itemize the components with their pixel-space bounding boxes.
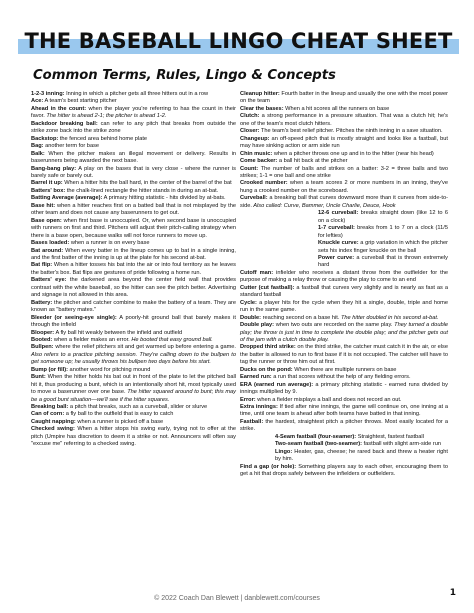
- glossary-term: Bat around:: [31, 247, 64, 254]
- glossary-entry: [240, 151, 448, 158]
- glossary-term: Double play:: [240, 322, 275, 329]
- glossary-term: Bullpen:: [31, 344, 54, 351]
- right-column: [240, 91, 448, 479]
- glossary-definition: reaching second on a base hit.: [261, 314, 340, 321]
- glossary-entry: [240, 136, 448, 151]
- glossary-term: Closer:: [240, 128, 260, 135]
- glossary-definition: the pitcher and catcher combine to make the battery of a team. They are known as "battery mates.": [31, 299, 236, 314]
- glossary-entry: [31, 151, 236, 166]
- glossary-term: Balk:: [31, 150, 45, 157]
- glossary-example: The hitter doubled in his second at-bat.: [339, 314, 439, 321]
- glossary-definition: When every batter in the lineup comes up to bat in a single inning, and the first batter of the inning is up at the plate for his second at-bat.: [31, 247, 236, 261]
- glossary-example: He booted that easy ground ball.: [129, 336, 213, 343]
- glossary-definition: can refer to any pitch that breaks from outside the strike zone back into the strike zone: [31, 120, 236, 135]
- glossary-entry: [240, 240, 448, 255]
- glossary-entry: [240, 255, 448, 270]
- glossary-term: Ahead in the count:: [31, 105, 87, 112]
- glossary-definition: a player hits for the cycle when they hit a single, double, triple and home run in the same game.: [240, 299, 448, 314]
- glossary-entry: [240, 195, 448, 210]
- glossary-term: Crooked number:: [240, 180, 288, 187]
- glossary-term: Knuckle curve:: [318, 240, 359, 247]
- glossary-entry: [31, 277, 236, 299]
- glossary-entry: [31, 337, 236, 344]
- glossary-term: Blooper:: [31, 329, 55, 336]
- glossary-term: Dropped third strike:: [240, 344, 296, 351]
- glossary-term: Booted:: [31, 336, 53, 343]
- glossary-entry: [240, 441, 448, 448]
- glossary-definition: A play on the bases that is very close - where the runner is barely safe or barely out.: [31, 165, 236, 179]
- section-subtitle: Common Terms, Rules, Lingo & Concepts: [33, 68, 336, 83]
- glossary-entry: [240, 419, 448, 434]
- glossary-term: Cleanup hitter:: [240, 91, 280, 97]
- glossary-definition: a grip variation in which the pitcher sets his index finger knuckle on the ball: [318, 240, 448, 254]
- glossary-term: Clear the bases:: [240, 105, 284, 112]
- glossary-term: Earned run:: [240, 374, 272, 381]
- glossary-definition: When the pitcher makes an illegal movement or delivery. Results in baserunners being awarded the next base.: [31, 150, 236, 165]
- glossary-definition: a breaking ball that curves downward more than it curves from side-to-side.: [240, 195, 448, 209]
- glossary-definition: Straightest, fastest fastball: [356, 433, 424, 440]
- glossary-entry: [240, 382, 448, 397]
- glossary-term: Bunt:: [31, 374, 46, 381]
- glossary-term: ERA (earned run average):: [240, 381, 314, 388]
- glossary-term: 1-2-3 inning:: [31, 91, 65, 97]
- glossary-definition: Something players say to each other, encouraging them to get a hit that drops safely between the infielders or outfielders.: [240, 463, 448, 478]
- glossary-term: 12-6 curveball:: [318, 210, 359, 217]
- glossary-term: Backstop:: [31, 135, 59, 142]
- glossary-term: 4-Seam fastball (four-seamer):: [275, 433, 357, 440]
- glossary-entry: [240, 315, 448, 322]
- glossary-entry: [31, 344, 236, 366]
- glossary-definition: when a hitter reaches first on a batted ball that is not misplayed by the other team and does not cause any baserunners to get out.: [31, 202, 236, 217]
- glossary-entry: [31, 106, 236, 121]
- glossary-term: Batters' box:: [31, 187, 66, 194]
- glossary-term: Base hit:: [31, 202, 56, 209]
- glossary-definition: When a hitter tosses his bat into the air or into foul territory as he leaves the batter's box. Bat flips are gestures of pride following a home run.: [31, 262, 237, 276]
- glossary-definition: breaks from 1 to 7 on a clock (11/5 for lefties): [318, 225, 448, 239]
- glossary-definition: If tied after nine innings, the game will continue on, one inning at a time, until one team is ahead after both teams have batted in that inning.: [240, 404, 449, 418]
- glossary-term: Ace:: [31, 98, 44, 105]
- glossary-term: Cutoff man:: [240, 269, 274, 276]
- glossary-entry: [240, 270, 448, 285]
- glossary-term: Bat flip:: [31, 262, 53, 269]
- glossary-definition: When there are multiple runners on base: [292, 366, 397, 373]
- glossary-entry: [31, 367, 236, 374]
- glossary-example: The hitter squared around to bunt; this may be a good bunt situation—we'll see if the hitter squares.: [31, 389, 236, 403]
- glossary-definition: Heater, gas, cheese; he rared back and threw a heater right by him.: [275, 448, 448, 463]
- glossary-term: Barrel it up:: [31, 180, 63, 187]
- glossary-definition: A poorly-hit ground ball that barely makes it through the infield: [31, 314, 236, 329]
- glossary-definition: the darkened area beyond the center field wall that provides contrast with the white baseball, so the hitter can see the pitch better. Advertising and signage is not allowed in this area.: [31, 277, 237, 299]
- glossary-entry: [31, 188, 236, 195]
- glossary-term: Base open:: [31, 217, 62, 224]
- glossary-definition: another term for base: [43, 143, 100, 150]
- glossary-term: Cycle:: [240, 299, 257, 306]
- glossary-entry: [240, 434, 448, 441]
- glossary-definition: breaks straight down (like 12 to 6 on a clock): [318, 210, 448, 224]
- glossary-term: Chin music:: [240, 150, 273, 157]
- glossary-term: Bag:: [31, 143, 44, 150]
- glossary-definition: When a hit scores all the runners on base: [283, 105, 390, 112]
- glossary-definition: the chalk-lined rectangle the hitter stands in during an at-bat.: [65, 187, 219, 194]
- glossary-entry: [31, 91, 236, 98]
- glossary-entry: [31, 136, 236, 143]
- glossary-term: Ducks on the pond:: [240, 366, 293, 373]
- glossary-definition: when a team scores 2 or more numbers in an inning, they've hung a crooked number on the scoreboard.: [240, 180, 449, 194]
- glossary-definition: the fenced area behind home plate: [58, 135, 148, 142]
- glossary-entry: [31, 419, 236, 426]
- glossary-entry: [240, 449, 448, 464]
- glossary-term: Bases loaded:: [31, 240, 70, 247]
- glossary-example: Also called: Curve, Bammer, Uncle Charlie, Deuce, Hook: [251, 202, 396, 209]
- glossary-entry: [31, 218, 236, 240]
- glossary-definition: a run that scores without the help of any fielding errors.: [271, 374, 411, 381]
- glossary-term: Two-seam fastball (two-seamer):: [275, 441, 363, 448]
- glossary-definition: infielder who receives a distant throw from the outfielder for the purpose of making a relay throw or causing the play to come to an end: [240, 269, 448, 284]
- glossary-entry: [31, 404, 236, 411]
- glossary-term: 1-7 curveball:: [318, 225, 355, 232]
- glossary-entry: [240, 166, 448, 181]
- glossary-entry: [240, 180, 448, 195]
- left-column: [31, 91, 236, 449]
- glossary-definition: where the relief pitchers sit and get warmed up before entering a game.: [53, 344, 236, 351]
- glossary-entry: [240, 158, 448, 165]
- glossary-entry: [31, 143, 236, 150]
- glossary-definition: when a fielder misplays a ball and does not record an out.: [255, 396, 402, 403]
- title-banner: [18, 27, 459, 56]
- glossary-definition: when a fielder makes an error.: [52, 336, 130, 343]
- glossary-term: Bump (or fill):: [31, 366, 68, 373]
- glossary-entry: [31, 203, 236, 218]
- glossary-entry: [240, 210, 448, 225]
- glossary-example: They turned a double play; the throw is just in time to complete the double play; and the pitcher gets out of the jam with a clutch double play.: [240, 322, 448, 343]
- glossary-definition: a primary pitching statistic - earned runs divided by innings multiplied by 9.: [240, 381, 448, 396]
- glossary-entry: [240, 344, 448, 366]
- glossary-definition: when first base is unoccupied. Or, when second base is unoccupied with runners on first and third. Pitchers will adjust their pitch-calling strategy when there is a base open, because walks will not force runners to move up.: [31, 217, 237, 239]
- glossary-entry: [240, 225, 448, 240]
- glossary-definition: another word for pitching mound: [67, 366, 151, 373]
- glossary-term: Curveball:: [240, 195, 268, 202]
- glossary-definition: The team's best relief pitcher. Pitches the ninth inning in a save situation.: [259, 128, 443, 135]
- glossary-definition: on the third strike, the catcher must catch it in the air, or else the batter is allowed to run to first base if it is not occupied. The catcher will have to tag the runner or throw him out at first.: [240, 344, 448, 366]
- glossary-term: Checked swing:: [31, 426, 75, 433]
- glossary-entry: [31, 195, 236, 202]
- glossary-term: Caught napping:: [31, 418, 76, 425]
- glossary-definition: When the hitter holds his bat out in front of the plate to let the pitched ball hit it, thus producing a bunt, which is an intentionally short hit, most typically used to move a baserunner over one base.: [31, 374, 236, 396]
- glossary-definition: A fly ball hit weakly between the infield and outfield: [54, 329, 183, 336]
- glossary-entry: [240, 404, 448, 419]
- glossary-definition: when the player you're referring to has the count in their favor.: [31, 105, 236, 120]
- glossary-entry: [240, 285, 448, 300]
- glossary-term: Double:: [240, 314, 261, 321]
- glossary-entry: [31, 98, 236, 105]
- glossary-entry: [240, 374, 448, 381]
- glossary-term: Battery:: [31, 299, 53, 306]
- glossary-definition: The number of balls and strikes on a batter: 3-2 = three balls and two strikes; 1-1 = one ball and one strike: [240, 165, 448, 179]
- glossary-definition: when a runner is picked off a base: [75, 418, 164, 425]
- glossary-entry: [240, 397, 448, 404]
- glossary-entry: [31, 180, 236, 187]
- glossary-entry: [31, 315, 236, 330]
- glossary-definition: When a hitter hits the ball hard, in the center of the barrel of the bat: [62, 180, 232, 187]
- footer-credit: © 2022 Coach Dan Blewett | danblewett.com/courses: [154, 595, 320, 602]
- glossary-term: Backdoor breaking ball:: [31, 120, 98, 127]
- glossary-entry: [240, 300, 448, 315]
- glossary-term: Breaking ball:: [31, 404, 69, 411]
- glossary-term: Find a gap (or hole):: [240, 463, 297, 470]
- glossary-definition: A team's best starting pitcher: [43, 98, 117, 105]
- glossary-entry: [31, 248, 236, 263]
- glossary-definition: When a hitter stops his swing early, trying not to offer at the pitch (Umpire has discretion to deem it a strike or not. Announcers will often say "excuse me" referring to a checked swing.: [31, 426, 236, 448]
- glossary-term: Bleeder (or seeing-eye single):: [31, 314, 117, 321]
- glossary-definition: A primary hitting statistic - hits divided by at-bats.: [102, 195, 226, 202]
- glossary-term: Extra innings:: [240, 404, 278, 411]
- glossary-entry: [240, 367, 448, 374]
- glossary-entry: [240, 113, 448, 128]
- glossary-entry: [240, 464, 448, 479]
- glossary-entry: [240, 91, 448, 106]
- glossary-definition: a curveball that is thrown extremely hard: [318, 254, 448, 269]
- glossary-definition: the hardest, straightest pitch a pitcher throws. Most easily located for a strike.: [240, 418, 448, 433]
- glossary-term: Count:: [240, 165, 259, 172]
- page-number: 1: [449, 588, 456, 598]
- glossary-term: Changeup:: [240, 135, 270, 142]
- glossary-entry: [31, 300, 236, 315]
- glossary-term: Bang-bang play:: [31, 165, 77, 172]
- glossary-entry: [31, 374, 236, 404]
- glossary-term: Clutch:: [240, 113, 260, 120]
- glossary-definition: Inning in which a pitcher gets all three hitters out in a row: [64, 91, 209, 97]
- glossary-entry: [240, 322, 448, 344]
- glossary-term: Error:: [240, 396, 256, 403]
- glossary-term: Lingo:: [275, 448, 293, 455]
- glossary-definition: a ball hit back at the pitcher: [277, 158, 348, 165]
- glossary-entry: [240, 128, 448, 135]
- glossary-entry: [31, 121, 236, 136]
- glossary-entry: [31, 262, 236, 277]
- glossary-definition: Fourth batter in the lineup and usually the one with the most power on the team: [240, 91, 448, 105]
- glossary-definition: a pitch that breaks, such as a curveball, slider or slurve: [68, 404, 208, 411]
- glossary-term: Batting Average (average):: [31, 195, 103, 202]
- glossary-definition: when two outs are recorded on the same play.: [274, 322, 393, 329]
- glossary-definition: fastball with slight arm-side run: [362, 441, 442, 448]
- glossary-entry: [31, 426, 236, 448]
- glossary-term: Batters' eye:: [31, 277, 67, 284]
- glossary-definition: when a pitcher throws one up and in to the hitter (near his head): [272, 150, 434, 157]
- glossary-definition: an off-speed pitch that is mostly straight and looks like a fastball, but may have sinking action or arm side run: [240, 135, 448, 150]
- page-title: THE BASEBALL LINGO CHEAT SHEET: [24, 29, 453, 53]
- glossary-example: Also refers to a practice pitching session. They're calling down to the bullpen to get someone up; he usually throws his bullpen two days before his start.: [31, 351, 236, 366]
- glossary-entry: [31, 411, 236, 418]
- glossary-entry: [31, 330, 236, 337]
- glossary-definition: a fastball that curves very slightly and is nearly as fast as a standard fastball: [240, 284, 448, 299]
- glossary-entry: [31, 240, 236, 247]
- glossary-term: Cutter (cut fastball):: [240, 284, 295, 291]
- glossary-entry: [240, 106, 448, 113]
- glossary-entry: [31, 166, 236, 181]
- glossary-term: Power curve:: [318, 254, 355, 261]
- glossary-term: Fastball:: [240, 418, 264, 425]
- glossary-definition: a strong performance in a pressure situation. That was a clutch hit; he's one of the team's most clutch hitters.: [240, 113, 448, 127]
- glossary-term: Come backer:: [240, 158, 278, 165]
- glossary-term: Can of corn:: [31, 411, 65, 418]
- glossary-definition: when a runner is on every base: [69, 240, 150, 247]
- glossary-definition: a fly ball to the outfield that is easy to catch: [64, 411, 174, 418]
- glossary-example: The hitter is ahead 2-1; the pitcher is ahead 1-2.: [44, 113, 167, 120]
